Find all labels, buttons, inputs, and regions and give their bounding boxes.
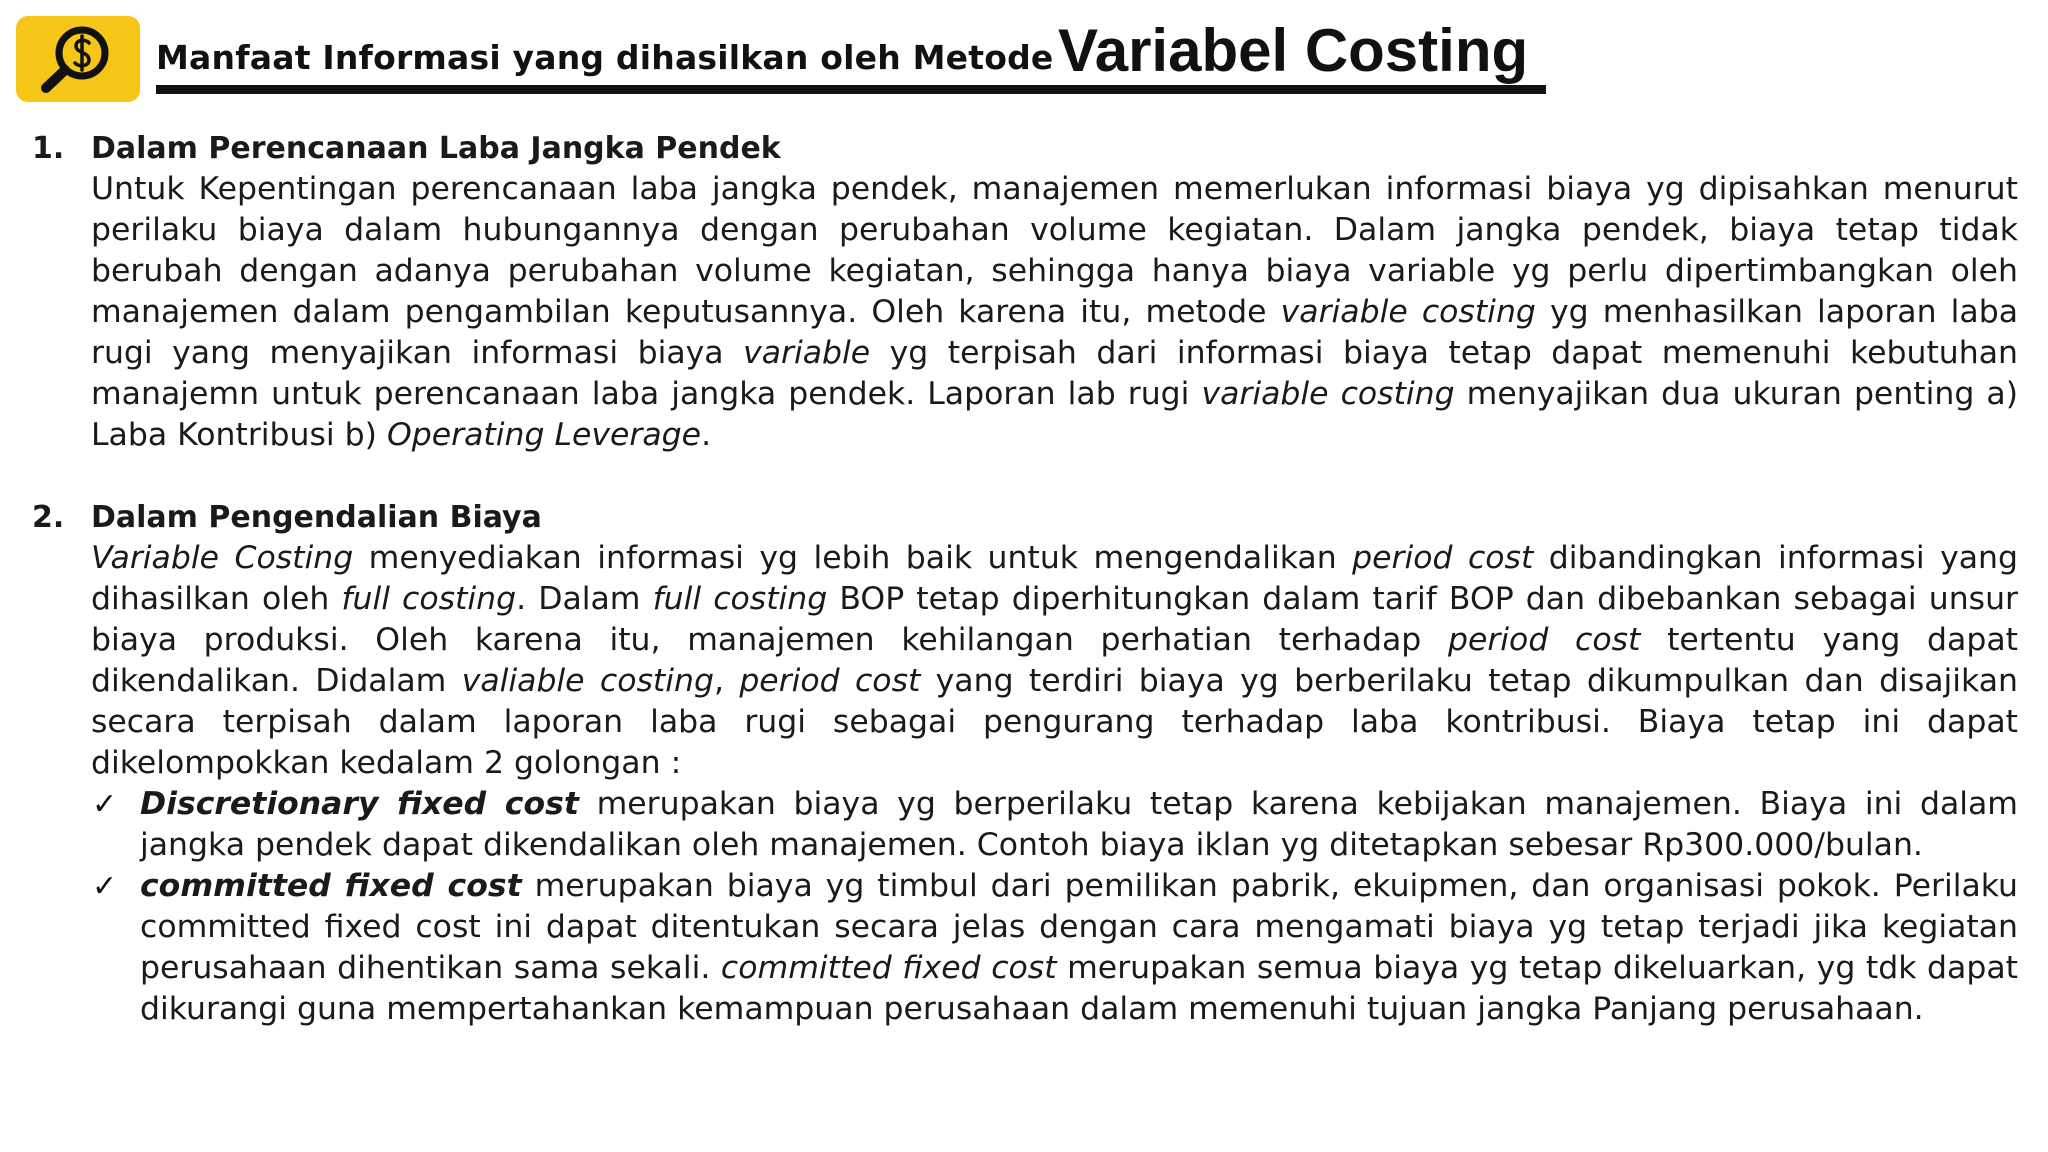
check-item-text: [140, 784, 2018, 866]
italic-term: variable costing: [1280, 294, 1536, 330]
logo-badge: [16, 16, 140, 102]
italic-term: committed fixed cost: [720, 950, 1057, 986]
checkmark-icon: ✓: [92, 869, 118, 904]
text-run: dibandingkan informasi yang dihasilkan oleh: [91, 540, 2018, 617]
item-title: Dalam Pengendalian Biaya: [91, 500, 542, 535]
check-list-item-discretionary: [92, 784, 2018, 866]
item-paragraph: [91, 169, 2018, 456]
item-number: 1.: [32, 131, 65, 166]
item-title: Dalam Perencanaan Laba Jangka Pendek: [91, 131, 781, 166]
italic-term: period cost: [1447, 622, 1641, 658]
list-item-1: [0, 128, 2048, 456]
text-run: ,: [713, 663, 740, 699]
italic-term: period cost: [1352, 540, 1534, 576]
text-run: . Dalam: [516, 581, 653, 617]
text-run: menyajikan dua ukuran penting a) Laba Kontribusi b): [91, 376, 2018, 453]
document-body: [0, 128, 2048, 1030]
text-run: menyediakan informasi yg lebih baik untuk mengendalikan: [353, 540, 1353, 576]
bold-italic-term: Discretionary fixed cost: [140, 786, 579, 822]
item-paragraph: [91, 538, 2018, 784]
italic-term: full costing: [652, 581, 828, 617]
check-list-item-committed: [92, 866, 2018, 1030]
italic-term: valiable costing: [461, 663, 714, 699]
italic-term: full costing: [341, 581, 517, 617]
page-title: Variabel Costing: [1058, 17, 1529, 84]
text-run: yg menhasilkan laporan laba rugi yang menyajikan informasi biaya: [91, 294, 2019, 371]
text-run: BOP tetap diperhitungkan dalam tarif BOP dan dibebankan sebagai unsur biaya produksi. Oleh karena itu, manajemen kehilangan perhatian terhadap: [91, 581, 2019, 658]
text-run: yang terdiri biaya yg berberilaku tetap dikumpulkan dan disajikan secara terpisah dalam laporan laba rugi sebagai pengurang terhadap laba kontribusi. Biaya tetap ini dapat dikelompokkan kedalam 2 golongan :: [91, 663, 2018, 781]
italic-term: variable costing: [1201, 376, 1455, 412]
text-run: merupakan semua biaya yg tetap dikeluarkan, yg tdk dapat dikurangi guna mempertahankan kemampuan perusahaan dalam memenuhi tujuan jangka Panjang perusahaan.: [140, 950, 2018, 1027]
check-item-text: [140, 866, 2018, 1030]
magnifier-dollar-icon: [36, 21, 120, 97]
list-item-2: [0, 497, 2048, 1030]
item-number: 2.: [32, 500, 65, 535]
text-run: yg terpisah dari informasi biaya tetap dapat memenuhi kebutuhan manajemn untuk perencanaan laba jangka pendek. Laporan lab rugi: [91, 335, 2018, 412]
text-run: merupakan biaya yg timbul dari pemilikan pabrik, ekuipmen, dan organisasi pokok. Perilaku committed fixed cost ini dapat ditentukan secara jelas dengan cara mengamati biaya yg tetap terjadi jika kegiatan perusahaan dihentikan sama sekali.: [140, 868, 2018, 986]
checkmark-icon: ✓: [92, 787, 118, 822]
page-header: [156, 10, 1546, 94]
bold-italic-term: committed fixed cost: [140, 868, 522, 904]
italic-term: Variable Costing: [91, 540, 354, 576]
italic-term: variable: [743, 335, 871, 371]
italic-term: period cost: [739, 663, 921, 699]
header-subtitle: Manfaat Informasi yang dihasilkan oleh Metode: [156, 38, 1054, 77]
text-run: merupakan biaya yg berperilaku tetap karena kebijakan manajemen. Biaya ini dalam jangka pendek dapat dikendalikan oleh manajemen. Contoh biaya iklan yg ditetapkan sebesar Rp300.000/bulan.: [140, 786, 2018, 863]
text-run: Untuk Kepentingan perencanaan laba jangka pendek, manajemen memerlukan informasi biaya yg dipisahkan menurut perilaku biaya dalam hubungannya dengan perubahan volume kegiatan. Dalam jangka pendek, biaya tetap tidak berubah dengan adanya perubahan volume kegiatan, sehingga hanya biaya variable yg perlu dipertimbangkan oleh manajemen dalam pengambilan keputusannya. Oleh karena itu, metode: [91, 171, 2018, 330]
italic-term: Operating Leverage: [386, 417, 702, 453]
spacer: [0, 456, 2048, 497]
text-run: tertentu yang dapat dikendalikan. Didalam: [91, 622, 2018, 699]
text-run: .: [701, 417, 712, 453]
